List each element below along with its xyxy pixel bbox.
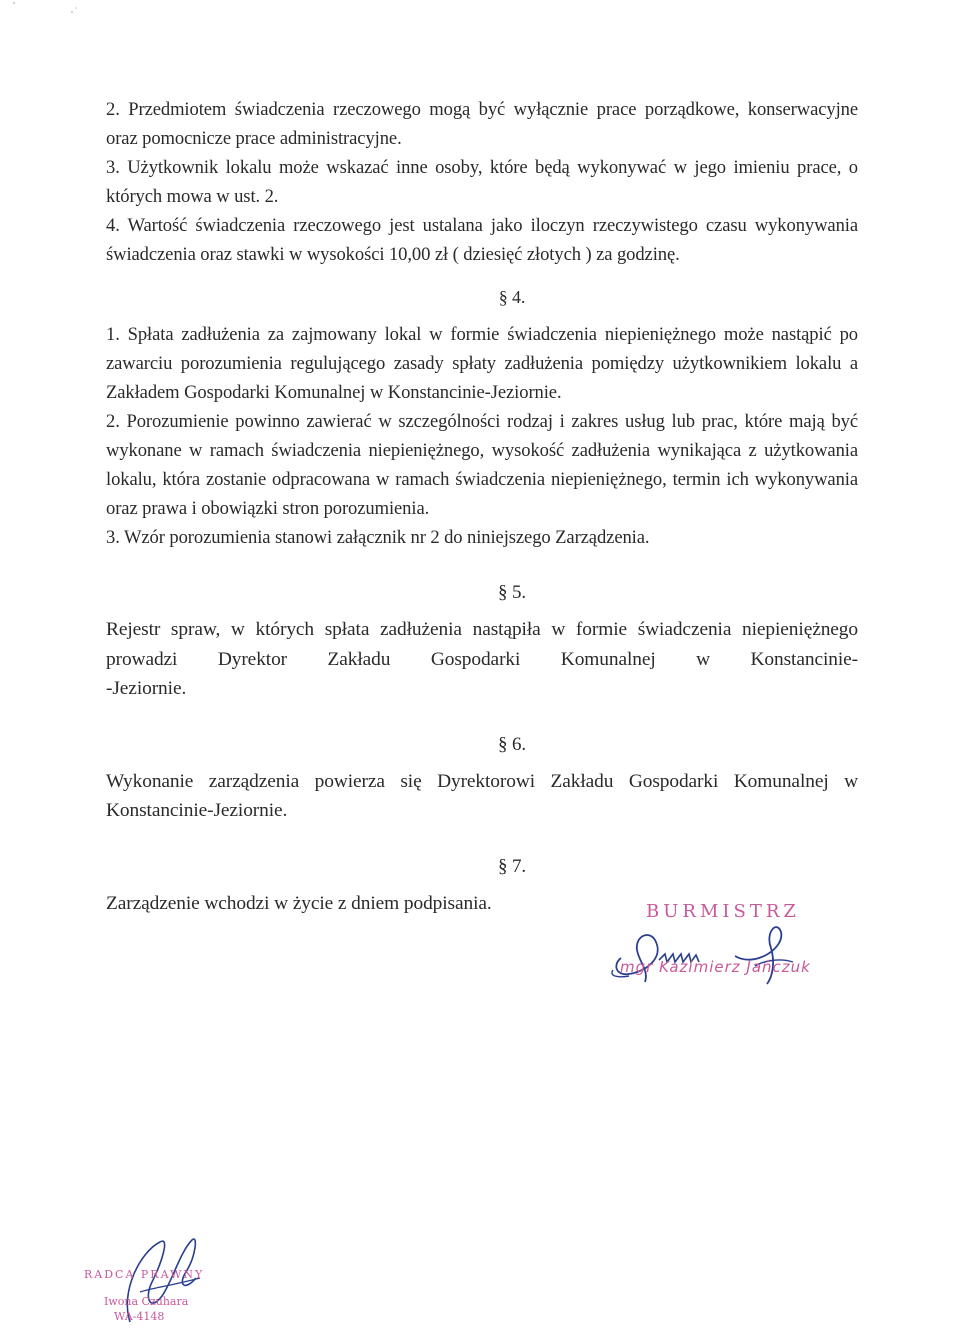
mayor-signature-icon <box>605 918 840 988</box>
paragraph-4: 4. Wartość świadczenia rzeczowego jest ustalana jako iloczyn rzeczywistego czasu wykonywania świadczenia oraz stawki w wysokości 10,00 zł ( dziesięć złotych ) za godzinę. <box>106 215 858 265</box>
stamp-line-name: Iwona Czuhara <box>104 1295 189 1308</box>
section4-paragraph-3: 3. Wzór porozumienia stanowi załącznik nr 2 do niniejszego Zarządzenia. <box>106 527 650 548</box>
section5-paragraph: Rejestr spraw, w których spłata zadłużenia nastąpiła w formie świadczenia niepieniężnego prowadzi Dyrektor Zakładu Gospodarki Komunalnej w Konstancinie- <box>106 619 858 670</box>
section4-paragraph-2: 2. Porozumienie powinno zawierać w szczególności rodzaj i zakres usług lub prac, które mają być wykonane w ramach świadczenia niepieniężnego, wysokość zadłużenia wynikająca z użytkowania lokalu, która zostanie odpracowana w ramach świadczenia niepieniężnego, termin ich wykonywania oraz prawa i obowiązki stron porozumienia. <box>106 411 858 519</box>
section4-paragraph-1: 1. Spłata zadłużenia za zajmowany lokal w formie świadczenia niepieniężnego może nastąpić po zawarciu porozumienia regulującego zasady spłaty zadłużenia pomiędzy użytkownikiem lokalu a Zakładem Gospodarki Komunalnej w Konstancinie-Jeziornie. <box>106 324 858 403</box>
stamp-title: BURMISTRZ <box>646 901 800 922</box>
section6-paragraph: Wykonanie zarządzenia powierza się Dyrektorowi Zakładu Gospodarki Komunalnej w Konstancinie-Jeziornie. <box>106 770 858 821</box>
scan-speck-marks <box>0 0 90 20</box>
section-heading-5: § 5. <box>497 582 527 603</box>
section-heading-7: § 7. <box>497 855 527 877</box>
legal-counsel-stamp <box>84 1268 204 1323</box>
section5-paragraph-cont: -Jeziornie. <box>106 678 187 699</box>
stamp-line-number: WA-4148 <box>114 1310 165 1323</box>
paragraph-3: 3. Użytkownik lokalu może wskazać inne osoby, które będą wykonywać w jego imieniu prace, o których mowa w ust. 2. <box>106 157 858 207</box>
section7-paragraph: Zarządzenie wchodzi w życie z dniem podpisania. <box>106 892 492 914</box>
section-heading-6: § 6. <box>497 733 527 755</box>
document-body <box>106 95 858 918</box>
paragraph-2: 2. Przedmiotem świadczenia rzeczowego mogą być wyłącznie prace porządkowe, konserwacyjne oraz pomocnicze prace administracyjne. <box>106 99 858 149</box>
stamp-line-title: RADCA PRAWNY <box>84 1268 205 1281</box>
section-heading-4: § 4. <box>498 287 526 307</box>
mayor-name-stamp: mgr Kazimierz Jańczuk <box>620 958 811 976</box>
